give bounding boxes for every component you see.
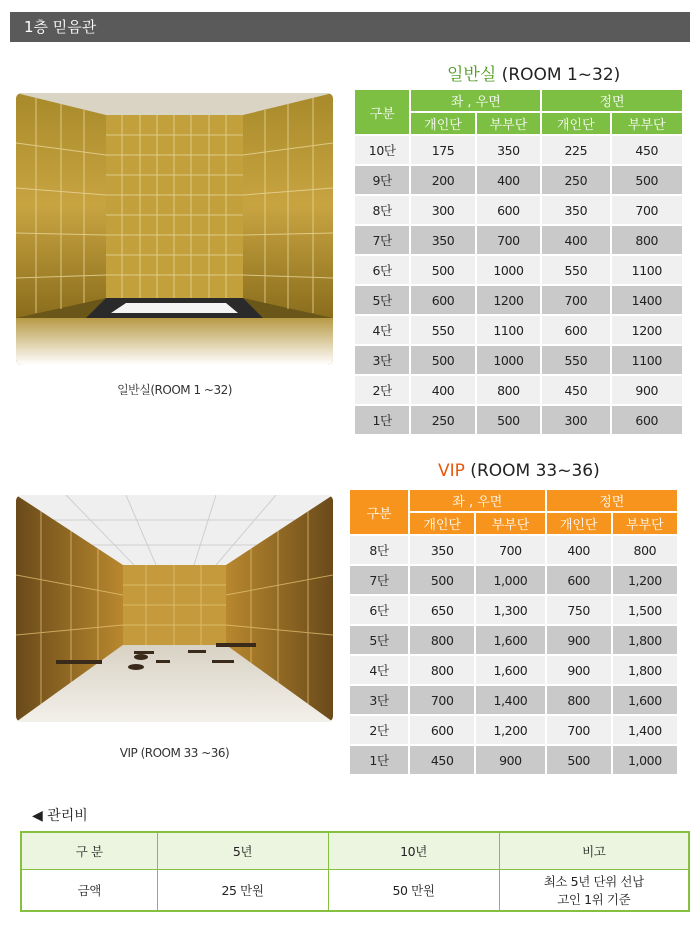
table-row <box>350 536 677 564</box>
price-cell: 450 <box>410 746 474 774</box>
tier-label: 10단 <box>355 136 409 164</box>
price-cell: 1100 <box>612 256 682 284</box>
vip-th-front-single: 개인단 <box>547 513 611 534</box>
vip-room-caption: VIP (ROOM 33 ~36) <box>119 746 230 760</box>
table-row <box>355 316 682 344</box>
management-fee-title: ◀ 관리비 <box>32 808 88 824</box>
tier-label: 2단 <box>350 716 408 744</box>
price-cell: 1,400 <box>476 686 544 714</box>
price-cell: 250 <box>542 166 609 194</box>
price-cell: 700 <box>477 226 540 254</box>
price-cell: 500 <box>547 746 611 774</box>
fee-header-gubun: 구 분 <box>21 832 157 870</box>
tier-label: 7단 <box>355 226 409 254</box>
general-room-illustration <box>16 93 333 365</box>
tier-label: 6단 <box>350 596 408 624</box>
table-row <box>350 746 677 774</box>
general-th-gubun: 구분 <box>355 90 409 134</box>
price-cell: 550 <box>411 316 474 344</box>
price-cell: 900 <box>547 656 611 684</box>
table-row <box>355 256 682 284</box>
table-row <box>350 566 677 594</box>
price-cell: 800 <box>477 376 540 404</box>
price-cell: 450 <box>612 136 682 164</box>
floor-header-bar <box>10 12 690 42</box>
vip-th-side-single: 개인단 <box>410 513 474 534</box>
tier-label: 3단 <box>355 346 409 374</box>
price-cell: 1,200 <box>476 716 544 744</box>
vip-th-front-couple: 부부단 <box>613 513 677 534</box>
table-row <box>355 196 682 224</box>
tier-label: 4단 <box>350 656 408 684</box>
tier-label: 2단 <box>355 376 409 404</box>
tier-label: 1단 <box>350 746 408 774</box>
general-room-title <box>447 60 620 85</box>
price-cell: 550 <box>542 256 609 284</box>
vip-th-gubun: 구분 <box>350 490 408 534</box>
general-th-front-single: 개인단 <box>542 113 609 134</box>
table-row <box>355 136 682 164</box>
tier-label: 1단 <box>355 406 409 434</box>
price-cell: 600 <box>410 716 474 744</box>
table-row <box>355 406 682 434</box>
price-cell: 1400 <box>612 286 682 314</box>
price-cell: 1,000 <box>613 746 677 774</box>
price-cell: 750 <box>547 596 611 624</box>
vip-title-main: VIP <box>438 461 465 481</box>
general-th-front-couple: 부부단 <box>612 113 682 134</box>
vip-th-side: 좌 , 우면 <box>410 490 544 511</box>
price-cell: 350 <box>542 196 609 224</box>
price-cell: 1,000 <box>476 566 544 594</box>
price-cell: 700 <box>612 196 682 224</box>
fee-header-row <box>21 832 689 870</box>
price-cell: 1,800 <box>613 656 677 684</box>
fee-10yr-value: 50 만원 <box>328 870 499 912</box>
vip-th-front: 정면 <box>547 490 677 511</box>
tier-label: 6단 <box>355 256 409 284</box>
price-cell: 1,300 <box>476 596 544 624</box>
price-cell: 600 <box>542 316 609 344</box>
tier-label: 5단 <box>355 286 409 314</box>
price-cell: 600 <box>411 286 474 314</box>
price-cell: 300 <box>542 406 609 434</box>
fee-5yr-value: 25 만원 <box>157 870 328 912</box>
general-th-side-couple: 부부단 <box>477 113 540 134</box>
fee-row-label: 금액 <box>21 870 157 912</box>
price-cell: 400 <box>411 376 474 404</box>
price-cell: 225 <box>542 136 609 164</box>
table-row <box>350 626 677 654</box>
price-cell: 1,600 <box>476 656 544 684</box>
price-cell: 350 <box>410 536 474 564</box>
table-row <box>355 166 682 194</box>
price-cell: 500 <box>411 346 474 374</box>
table-row <box>350 596 677 624</box>
price-cell: 1,500 <box>613 596 677 624</box>
tier-label: 4단 <box>355 316 409 344</box>
vip-price-table <box>348 488 679 776</box>
vip-room-illustration <box>16 495 333 722</box>
price-cell: 400 <box>477 166 540 194</box>
table-row <box>350 656 677 684</box>
tier-label: 7단 <box>350 566 408 594</box>
vip-room-photo <box>16 495 333 722</box>
price-cell: 600 <box>477 196 540 224</box>
general-th-side: 좌 , 우면 <box>411 90 540 111</box>
price-cell: 800 <box>410 626 474 654</box>
price-cell: 900 <box>476 746 544 774</box>
tier-label: 3단 <box>350 686 408 714</box>
price-cell: 350 <box>477 136 540 164</box>
price-cell: 300 <box>411 196 474 224</box>
general-th-side-single: 개인단 <box>411 113 474 134</box>
price-cell: 1100 <box>477 316 540 344</box>
table-row <box>355 346 682 374</box>
price-cell: 900 <box>547 626 611 654</box>
general-title-main: 일반실 <box>447 65 497 85</box>
price-cell: 1000 <box>477 346 540 374</box>
fee-header-5yr: 5년 <box>157 832 328 870</box>
price-cell: 1000 <box>477 256 540 284</box>
fee-note-line1: 최소 5년 단위 선납 <box>543 874 644 889</box>
price-cell: 1,400 <box>613 716 677 744</box>
price-cell: 650 <box>410 596 474 624</box>
tier-label: 8단 <box>350 536 408 564</box>
price-cell: 700 <box>547 716 611 744</box>
tier-label: 8단 <box>355 196 409 224</box>
price-cell: 1,200 <box>613 566 677 594</box>
price-cell: 350 <box>411 226 474 254</box>
price-cell: 1200 <box>612 316 682 344</box>
price-cell: 500 <box>410 566 474 594</box>
price-cell: 1,600 <box>476 626 544 654</box>
tier-label: 9단 <box>355 166 409 194</box>
price-cell: 700 <box>410 686 474 714</box>
fee-amount-row <box>21 870 689 912</box>
price-cell: 250 <box>411 406 474 434</box>
price-cell: 200 <box>411 166 474 194</box>
management-fee-table <box>20 831 690 912</box>
price-cell: 1,600 <box>613 686 677 714</box>
price-cell: 600 <box>612 406 682 434</box>
price-cell: 450 <box>542 376 609 404</box>
price-cell: 800 <box>547 686 611 714</box>
table-row <box>350 686 677 714</box>
price-cell: 550 <box>542 346 609 374</box>
table-row <box>355 376 682 404</box>
vip-room-title <box>438 461 600 481</box>
general-room-caption: 일반실(ROOM 1 ~32) <box>117 383 232 397</box>
general-th-front: 정면 <box>542 90 682 111</box>
price-cell: 500 <box>477 406 540 434</box>
price-cell: 800 <box>613 536 677 564</box>
fee-header-10yr: 10년 <box>328 832 499 870</box>
general-price-table <box>353 88 684 436</box>
fee-header-note: 비고 <box>499 832 689 870</box>
price-cell: 1100 <box>612 346 682 374</box>
price-cell: 1,800 <box>613 626 677 654</box>
table-row <box>355 286 682 314</box>
tier-label: 5단 <box>350 626 408 654</box>
price-cell: 400 <box>542 226 609 254</box>
price-cell: 1200 <box>477 286 540 314</box>
floor-title: 1층 믿음관 <box>24 18 97 36</box>
general-room-photo <box>16 93 333 365</box>
fee-note-line2: 고인 1위 기준 <box>557 892 631 907</box>
fee-note <box>499 870 689 912</box>
vip-title-sub: (ROOM 33~36) <box>464 461 600 481</box>
price-cell: 800 <box>612 226 682 254</box>
price-cell: 500 <box>612 166 682 194</box>
price-cell: 700 <box>542 286 609 314</box>
price-cell: 900 <box>612 376 682 404</box>
vip-th-side-couple: 부부단 <box>476 513 544 534</box>
price-cell: 500 <box>411 256 474 284</box>
price-cell: 175 <box>411 136 474 164</box>
price-cell: 600 <box>547 566 611 594</box>
price-cell: 800 <box>410 656 474 684</box>
general-title-sub: (ROOM 1~32) <box>496 65 621 85</box>
price-cell: 700 <box>476 536 544 564</box>
table-row <box>350 716 677 744</box>
price-cell: 400 <box>547 536 611 564</box>
table-row <box>355 226 682 254</box>
